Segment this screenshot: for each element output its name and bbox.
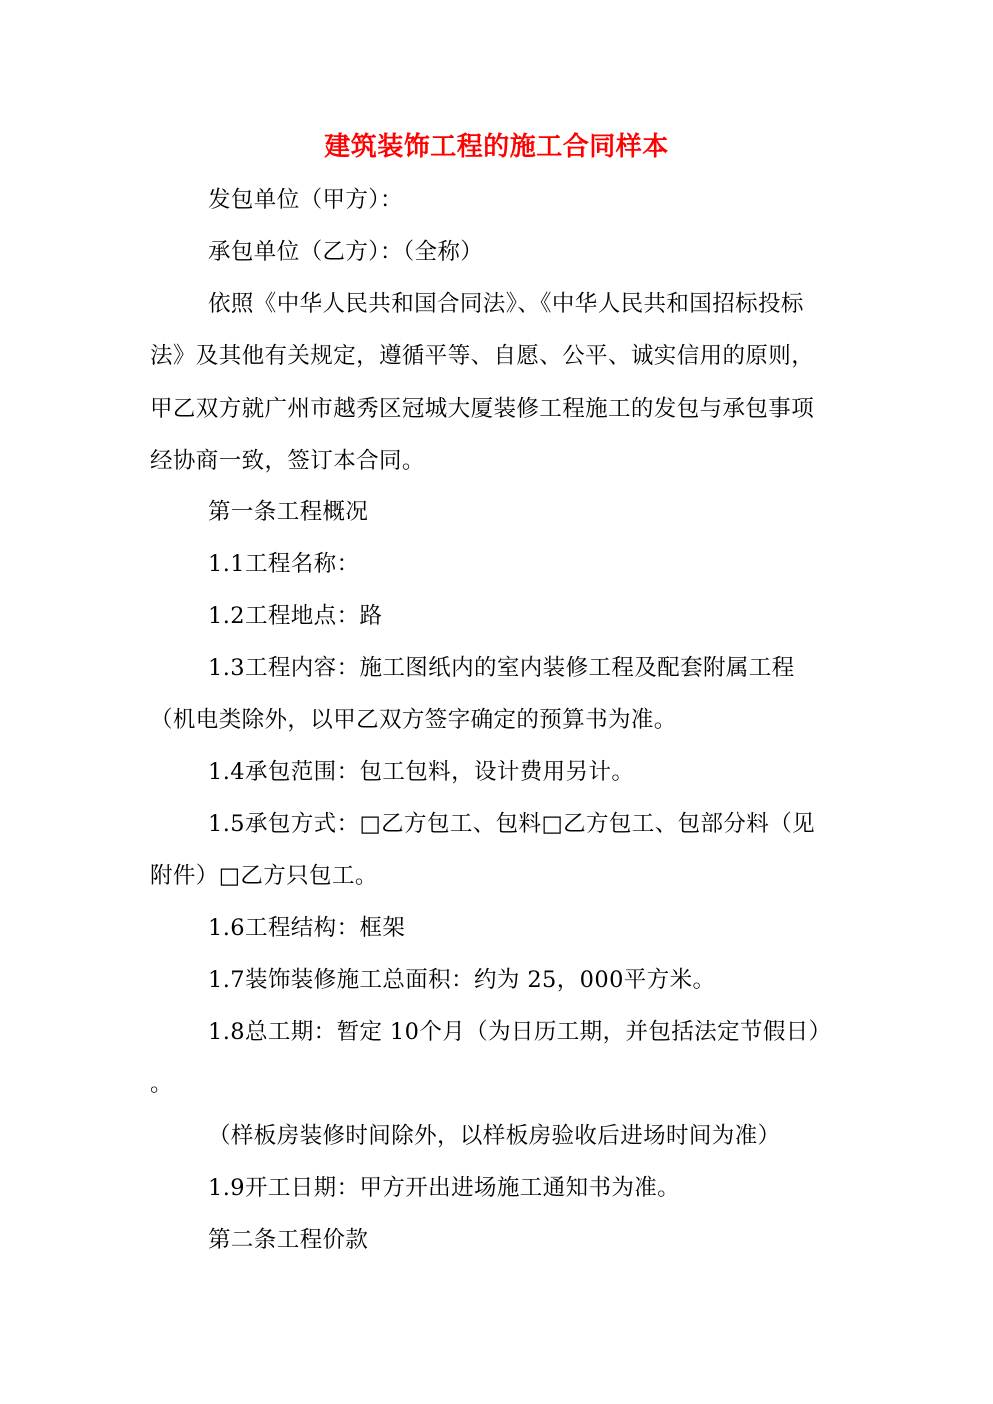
- preamble-line-4: 经协商一致，签订本合同。: [150, 448, 425, 474]
- clause-1-7: 1.7装饰装修施工总面积：约为 25，000平方米。: [208, 967, 716, 993]
- document-title: 建筑装饰工程的施工合同样本: [324, 132, 669, 162]
- party-b-line: 承包单位（乙方）：（全称）: [208, 239, 484, 265]
- preamble-line-1: 依照《中华人民共和国合同法》、《中华人民共和国招标投标: [208, 291, 804, 317]
- clause-1-3-cont: （机电类除外，以甲乙双方签字确定的预算书为准。: [150, 707, 677, 733]
- clause-1-1: 1.1工程名称：: [208, 551, 360, 577]
- clause-1-8-cont: 。: [150, 1071, 173, 1097]
- article-1-heading: 第一条工程概况: [208, 499, 369, 525]
- clause-1-4: 1.4承包范围：包工包料，设计费用另计。: [208, 759, 635, 785]
- clause-1-9: 1.9开工日期：甲方开出进场施工通知书为准。: [208, 1175, 681, 1201]
- clause-1-8-note: （样板房装修时间除外，以样板房验收后进场时间为准）: [208, 1123, 781, 1149]
- clause-1-5: 1.5承包方式：□乙方包工、包料□乙方包工、包部分料（见: [208, 811, 816, 837]
- clause-1-3: 1.3工程内容：施工图纸内的室内装修工程及配套附属工程: [208, 655, 795, 681]
- clause-1-2: 1.2工程地点：路: [208, 603, 383, 629]
- article-2-heading: 第二条工程价款: [208, 1227, 369, 1253]
- preamble-line-3: 甲乙双方就广州市越秀区冠城大厦装修工程施工的发包与承包事项: [150, 396, 815, 422]
- clause-1-8: 1.8总工期：暂定 10个月（为日历工期，并包括法定节假日）: [208, 1019, 832, 1045]
- clause-1-6: 1.6工程结构：框架: [208, 915, 406, 941]
- party-a-line: 发包单位（甲方）：: [208, 187, 403, 213]
- clause-1-5-cont: 附件）□乙方只包工。: [150, 863, 378, 889]
- preamble-line-2: 法》及其他有关规定，遵循平等、自愿、公平、诚实信用的原则，: [150, 343, 815, 369]
